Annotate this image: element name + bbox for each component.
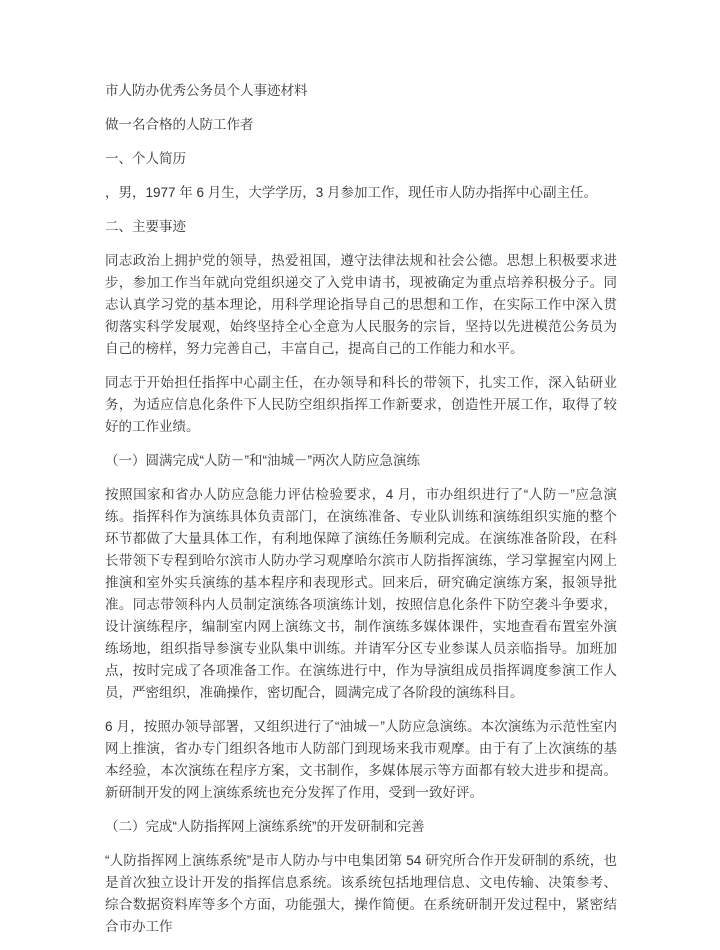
paragraph: 同志于开始担任指挥中心副主任，在办领导和科长的带领下，扎实工作，深入钻研业务，为适应信息化条件下人民防空组织指挥工作新要求，创造性开展工作，取得了较好的工作业绩。: [105, 375, 617, 434]
section-heading-1: 一、个人简历: [105, 151, 186, 166]
subsection-heading-1: （一）圆满完成“人防－”和“油城－”两次人防应急演练: [105, 453, 420, 468]
paragraph: 同志政治上拥护党的领导，热爱祖国，遵守法律法规和社会公德。思想上积极要求进步，参加工作当年就向党组织递交了入党申请书，现被确定为重点培养积极分子。同志认真学习党的基本理论，用科学理论指导自己的思想和工作，在实际工作中深入贯彻落实科学发展观，始终坚持全心全意为人民服务的宗旨，坚持以先进模范公务员为自己的榜样，努力完善自己，丰富自己，提高自己的工作能力和水平。: [105, 253, 617, 356]
personal-info-line: ，男，1977 年 6 月生，大学学历，3 月参加工作，现任市人防办指挥中心副主任。: [105, 185, 598, 200]
document-page: [105, 80, 617, 950]
paragraph: 按照国家和省办人防应急能力评估检验要求，4 月，市办组织进行了“人防－”应急演练。指挥科作为演练具体负责部门，在演练准备、专业队训练和演练组织实施的整个环节都做了大量具体工作，有利地保障了演练任务顺利完成。在演练准备阶段，在科长带领下专程到哈尔滨市人防办学习观摩哈尔滨市人防指挥演练，学习掌握室内网上推演和室外实兵演练的基本程序和表现形式。回来后，研究确定演练方案，报领导批准。同志带领科内人员制定演练各项演练计划，按照信息化条件下防空袭斗争要求，设计演练程序，编制室内网上演练文书，制作演练多媒体课件，实地查看布置室外演练场地，组织指导参演专业队集中训练。并请军分区专业参谋人员亲临指导。加班加点，按时完成了各项准备工作。在演练进行中，作为导演组成员指挥调度参演工作人员，严密组织，准确操作，密切配合，圆满完成了各阶段的演练科目。: [105, 487, 617, 700]
paragraph: 6 月，按照办领导部署，又组织进行了“油城－”人防应急演练。本次演练为示范性室内网上推演，省办专门组织各地市人防部门到现场来我市观摩。由于有了上次演练的基本经验，本次演练在程序方案，文书制作，多媒体展示等方面都有较大进步和提高。新研制开发的网上演练系统也充分发挥了作用，受到一致好评。: [105, 719, 617, 800]
paragraph: “人防指挥网上演练系统”是市人防办与中电集团第 54 研究所合作开发研制的系统，也是首次独立设计开发的指挥信息系统。该系统包括地理信息、文电传输、决策参考、综合数据资料库等多个方面，功能强大，操作简便。在系统研制开发过程中，紧密结合市办工作: [105, 853, 617, 934]
subsection-heading-2: （二）完成“人防指挥网上演练系统”的开发研制和完善: [105, 819, 425, 834]
section-heading-2: 二、主要事迹: [105, 219, 186, 234]
document-subtitle: 做一名合格的人防工作者: [105, 117, 254, 132]
document-title: 市人防办优秀公务员个人事迹材料: [105, 83, 308, 98]
